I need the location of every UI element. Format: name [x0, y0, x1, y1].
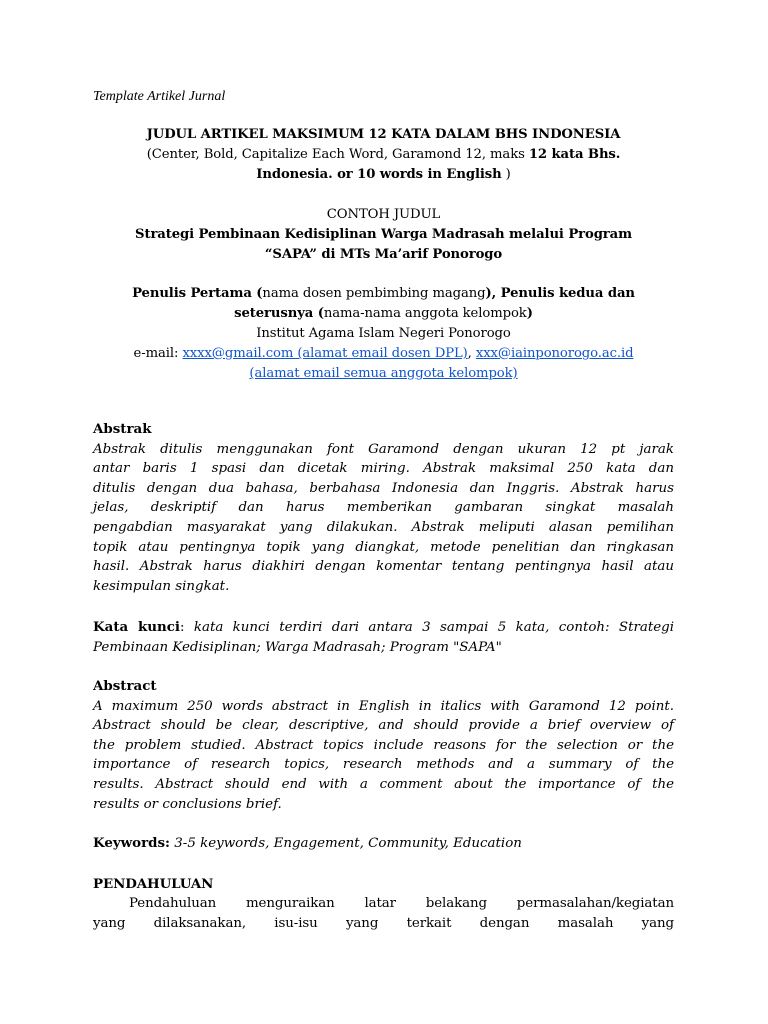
authors-line2: [93, 304, 674, 324]
heading-note-end: ): [501, 167, 511, 182]
abstract-body: [93, 697, 674, 815]
main-heading: JUDUL ARTIKEL MAKSIMUM 12 KATA DALAM BHS INDONESIA: [146, 127, 621, 142]
next-authors: seterusnya (: [234, 306, 324, 321]
abstrak-line: kesimpulan singkat.: [93, 578, 230, 594]
email-link-group[interactable]: xxx@iainponorogo.ac.id: [475, 346, 634, 361]
keywords-text: 3-5 keywords, Engagement, Community, Education: [174, 836, 522, 851]
pendahuluan-section: [93, 874, 674, 934]
abstrak-body: [93, 440, 674, 597]
kata-kunci-label: Kata kunci: [93, 619, 180, 635]
keywords-label: Keywords:: [93, 835, 171, 851]
authors-close: ): [526, 306, 533, 321]
abstract-line: A maximum 250 words abstract in English in italics with Garamond 12 point.: [93, 698, 674, 714]
example-title-line2: “SAPA” di MTs Ma’arif Ponorogo: [264, 247, 503, 262]
abstract-section: [93, 677, 674, 814]
abstract-line: results. Abstract should end with a comment about the importance of the: [93, 776, 674, 792]
institution: Institut Agama Islam Negeri Ponorogo: [256, 326, 511, 341]
keywords-line: [93, 834, 674, 854]
keywords-section: [93, 834, 674, 854]
kata-kunci-line1: [93, 618, 674, 638]
abstract-line: results or conclusions brief.: [93, 796, 282, 812]
email-separator: ,: [467, 346, 476, 361]
example-label: CONTOH JUDUL: [326, 207, 441, 222]
abstrak-heading: Abstrak: [93, 421, 152, 437]
pendahuluan-line2: yang dilaksanakan, isu-isu yang terkait dengan masalah yang: [93, 916, 674, 931]
example-title-block: [93, 205, 674, 265]
authors-block: [93, 284, 674, 384]
authors-line1: [93, 284, 674, 304]
heading-note-line2: [93, 165, 674, 185]
kata-kunci-text: kata kunci terdiri dari antara 3 sampai 5 kata, contoh: Strategi: [193, 620, 675, 635]
email-line: [93, 344, 674, 364]
abstract-heading: Abstract: [93, 678, 157, 694]
abstrak-line: hasil. Abstrak harus diakhiri dengan komentar tentang pentingnya hasil atau: [93, 559, 674, 575]
abstrak-line: ditulis dengan dua bahasa, berbahasa Indonesia dan Inggris. Abstrak harus: [93, 480, 674, 496]
heading-note-text: (Center, Bold, Capitalize Each Word, Garamond 12, maks: [146, 147, 529, 162]
abstrak-line: jelas, deskriptif dan harus memberikan gambaran singkat masalah: [93, 500, 674, 516]
heading-note-line1: [93, 145, 674, 165]
first-author-note: nama dosen pembimbing magang: [262, 286, 486, 301]
email-link-group-note[interactable]: (alamat email semua anggota kelompok): [249, 366, 518, 381]
kata-kunci-section: [93, 618, 674, 657]
abstrak-line: pengabdian masyarakat yang dilakukan. Abstrak meliputi alasan pemilihan: [93, 519, 674, 535]
heading-note-bold: 12 kata Bhs.: [528, 147, 621, 162]
abstract-line: Abstract should be clear, descriptive, and should provide a brief overview of: [93, 718, 674, 734]
email-link-dpl[interactable]: xxxx@gmail.com (alamat email dosen DPL): [182, 346, 468, 361]
abstract-line: the problem studied. Abstract topics include reasons for the selection or the: [93, 737, 674, 753]
example-title-line1: Strategi Pembinaan Kedisiplinan Warga Madrasah melalui Program: [135, 227, 632, 242]
abstrak-line: Abstrak ditulis menggunakan font Garamond dengan ukuran 12 pt jarak: [93, 441, 674, 457]
abstrak-line: topik atau pentingnya topik yang diangkat, metode penelitian dan ringkasan: [93, 539, 674, 555]
heading-note-bold-2: Indonesia. or 10 words in English: [256, 167, 502, 182]
email-line2: [93, 364, 674, 384]
pendahuluan-line1: Pendahuluan menguraikan latar belakang permasalahan/kegiatan: [129, 896, 674, 911]
kata-kunci-colon: :: [179, 620, 194, 635]
second-author: ), Penulis kedua dan: [485, 286, 635, 301]
email-label: e-mail:: [133, 346, 183, 361]
template-label: Template Artikel Jurnal: [93, 89, 226, 104]
kata-kunci-line2: Pembinaan Kedisiplinan; Warga Madrasah; Program "SAPA": [93, 639, 502, 655]
pendahuluan-heading: PENDAHULUAN: [93, 876, 214, 892]
first-author: Penulis Pertama (: [132, 286, 263, 301]
article-title-block: [93, 125, 674, 185]
abstrak-line: antar baris 1 spasi dan dicetak miring. Abstrak maksimal 250 kata dan: [93, 461, 674, 477]
abstract-line: importance of research topics, research methods and a summary of the: [93, 757, 674, 773]
next-authors-note: nama-nama anggota kelompok: [323, 306, 527, 321]
abstrak-section: [93, 420, 674, 596]
